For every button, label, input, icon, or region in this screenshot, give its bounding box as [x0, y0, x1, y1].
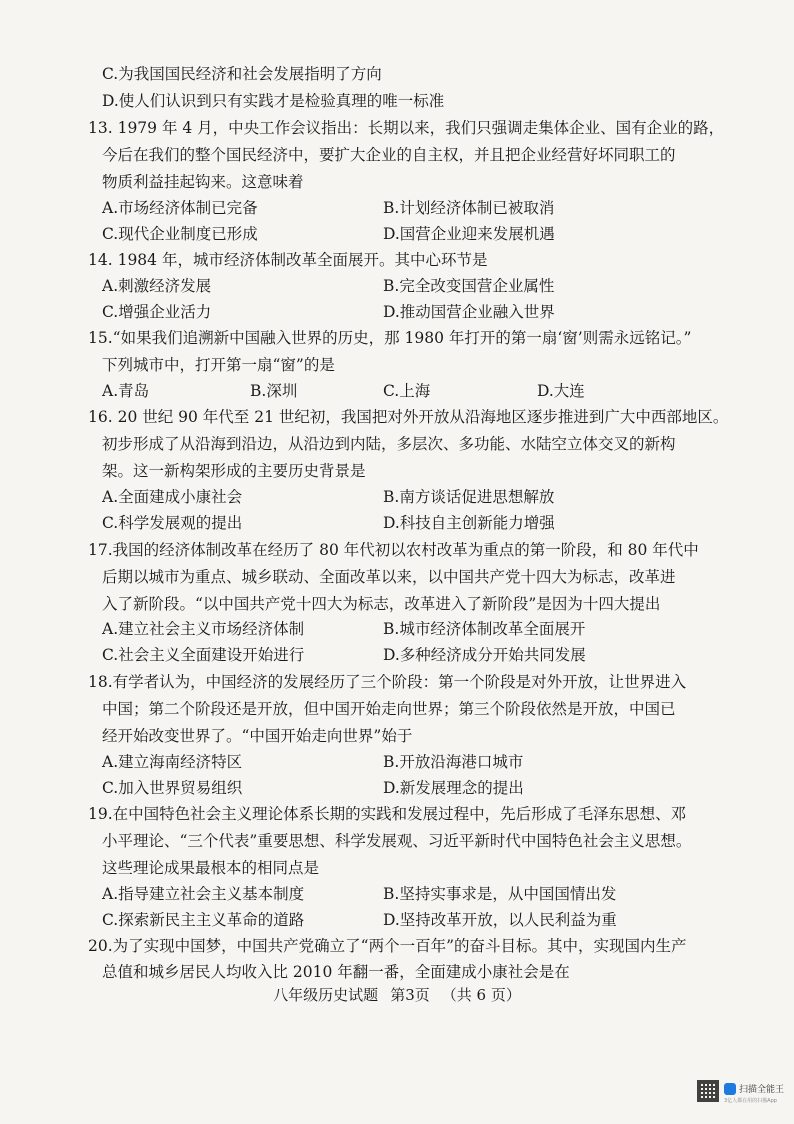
q19-option-d: D.坚持改革开放，以人民利益为重: [383, 911, 617, 929]
q13-option-a: A.市场经济体制已完备: [102, 199, 258, 217]
footer-title: 八年级历史试题: [273, 986, 379, 1004]
q13-option-c: C.现代企业制度已形成: [102, 225, 258, 243]
q19-stem: 19.在中国特色社会主义理论体系长期的实践和发展过程中，先后形成了毛泽东思想、邓: [88, 805, 687, 823]
scanner-tagline: 3亿人都在用的扫描App: [724, 1098, 777, 1104]
q16-stem: 初步形成了从沿海到沿边，从沿边到内陆，多层次、多功能、水陆空立体交叉的新构: [102, 435, 676, 453]
q14-stem: 14. 1984 年，城市经济体制改革全面展开。其中心环节是: [88, 251, 488, 269]
q14-option-c: C.增强企业活力: [102, 303, 212, 321]
q16-option-c: C.科学发展观的提出: [102, 514, 243, 532]
q17-stem: 后期以城市为重点、城乡联动、全面改革以来，以中国共产党十四大为标志，改革进: [102, 568, 676, 586]
q14-option-d: D.推动国营企业融入世界: [383, 303, 555, 321]
q18-stem: 经开始改变世界了。“中国开始走向世界”始于: [102, 727, 413, 745]
q19-option-c: C.探索新民主主义革命的道路: [102, 911, 305, 929]
q15-stem: 下列城市中，打开第一扇“窗”的是: [102, 356, 335, 374]
scanner-brand: 扫描全能王: [739, 1085, 785, 1095]
q17-stem: 17.我国的经济体制改革在经历了 80 年代初以农村改革为重点的第一阶段，和 80 年代中: [88, 541, 699, 559]
q18-option-b: B.开放沿海港口城市: [383, 753, 524, 771]
footer-page: 第3页: [390, 986, 430, 1004]
q13-option-d: D.国营企业迎来发展机遇: [383, 225, 555, 243]
q16-stem: 架。这一新构架形成的主要历史背景是: [102, 462, 366, 480]
qr-code-icon: [697, 1080, 719, 1102]
q13-stem: 今后在我们的整个国民经济中，要扩大企业的自主权，并且把企业经营好坏同职工的: [102, 146, 676, 164]
footer-total: （共 6 页）: [441, 986, 521, 1004]
q19-option-a: A.指导建立社会主义基本制度: [102, 885, 305, 903]
q20-stem: 总值和城乡居民人均收入比 2010 年翻一番，全面建成小康社会是在: [102, 963, 570, 981]
q19-stem: 这些理论成果最根本的相同点是: [102, 859, 320, 877]
q18-option-a: A.建立海南经济特区: [102, 753, 243, 771]
q18-stem: 中国；第二个阶段还是开放，但中国开始走向世界；第三个阶段依然是开放，中国已: [102, 700, 676, 718]
q15-option-b: B.深圳: [250, 382, 298, 400]
q15-option-a: A.青岛: [102, 382, 150, 400]
scanner-logo-icon: [724, 1083, 736, 1095]
q17-stem: 入了新阶段。“以中国共产党十四大为标志，改革进入了新阶段”是因为十四大提出: [102, 595, 661, 613]
q18-option-c: C.加入世界贸易组织: [102, 779, 243, 797]
q16-option-a: A.全面建成小康社会: [102, 488, 243, 506]
q15-option-c: C.上海: [383, 382, 431, 400]
q17-option-c: C.社会主义全面建设开始进行: [102, 646, 305, 664]
q13-stem: 13. 1979 年 4 月，中央工作会议指出：长期以来，我们只强调走集体企业、国有企业的路，: [88, 119, 725, 137]
q14-option-a: A.刺激经济发展: [102, 277, 212, 295]
q15-stem: 15.“如果我们追溯新中国融入世界的历史，那 1980 年打开的第一扇‘窗’则需永远铭记。”: [88, 329, 692, 347]
q14-option-b: B.完全改变国营企业属性: [383, 277, 555, 295]
q18-option-d: D.新发展理念的提出: [383, 779, 524, 797]
q16-stem: 16. 20 世纪 90 年代至 21 世纪初，我国把对外开放从沿海地区逐步推进到广大中西部地区。: [88, 408, 729, 426]
q17-option-d: D.多种经济成分开始共同发展: [383, 646, 586, 664]
page-footer: [0, 985, 794, 1005]
q13-option-b: B.计划经济体制已被取消: [383, 199, 555, 217]
q19-stem: 小平理论、“三个代表”重要思想、科学发展观、习近平新时代中国特色社会主义思想。: [102, 832, 692, 850]
q12-option-c: C.为我国国民经济和社会发展指明了方向: [102, 65, 382, 83]
q17-option-b: B.城市经济体制改革全面展开: [383, 620, 586, 638]
q16-option-d: D.科技自主创新能力增强: [383, 514, 555, 532]
q18-stem: 18.有学者认为，中国经济的发展经历了三个阶段：第一个阶段是对外开放，让世界进入: [88, 673, 687, 691]
q15-option-d: D.大连: [537, 382, 585, 400]
q20-stem: 20.为了实现中国梦，中国共产党确立了“两个一百年”的奋斗目标。其中，实现国内生产: [88, 937, 687, 955]
q19-option-b: B.坚持实事求是，从中国国情出发: [383, 885, 617, 903]
q16-option-b: B.南方谈话促进思想解放: [383, 488, 555, 506]
q17-option-a: A.建立社会主义市场经济体制: [102, 620, 305, 638]
q12-option-d: D.使人们认识到只有实践才是检验真理的唯一标准: [102, 92, 445, 110]
q13-stem: 物质利益挂起钩来。这意味着: [102, 173, 304, 191]
